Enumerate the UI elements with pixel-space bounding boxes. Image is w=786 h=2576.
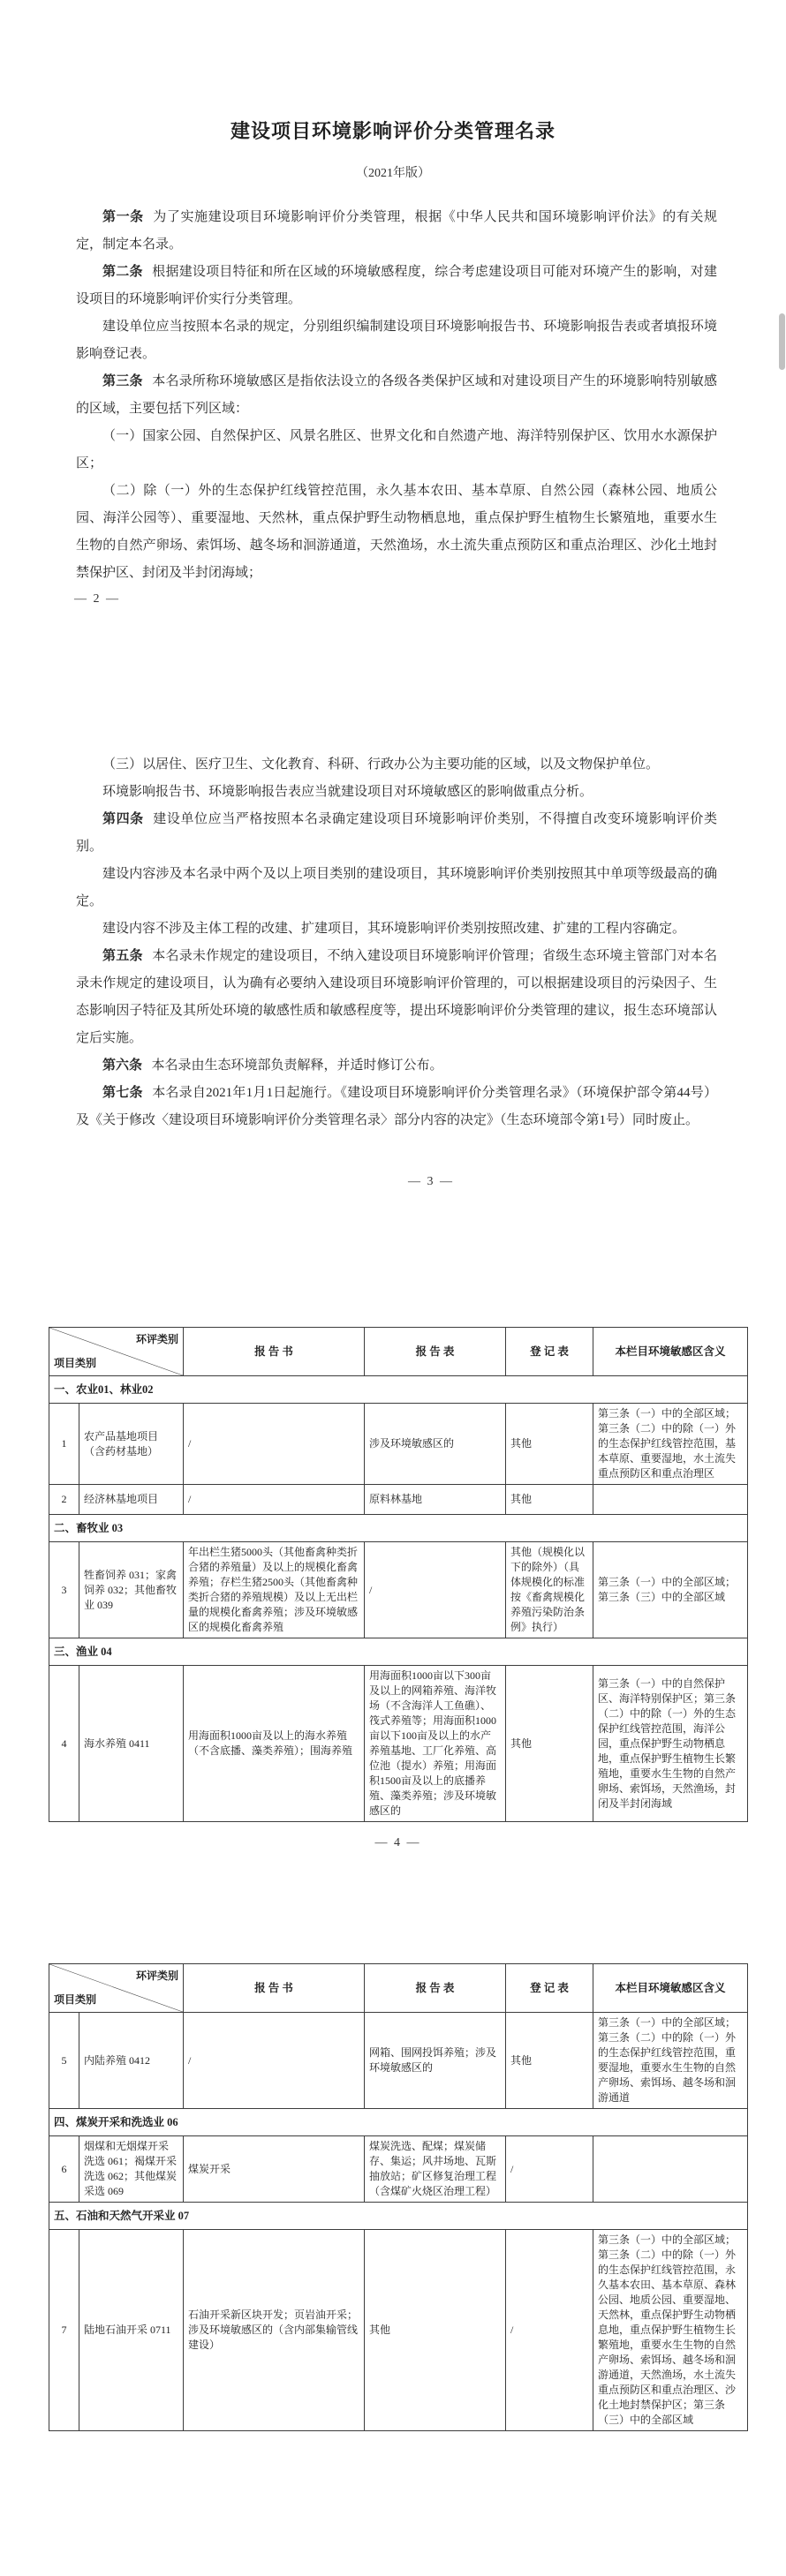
paragraph: 建设单位应当按照本名录的规定，分别组织编制建设项目环境影响报告书、环境影响报告表或者填报环境影响登记表。 bbox=[76, 320, 717, 361]
paragraph: 第三条 本名录所称环境敏感区是指依法设立的各级各类保护区域和对建设项目产生的环境影响特别敏感的区域，主要包括下列区域： bbox=[76, 374, 717, 416]
paragraph: （一）国家公园、自然保护区、风景名胜区、世界文化和自然遗产地、海洋特别保护区、饮用水水源保护区； bbox=[76, 429, 717, 471]
page2-text-block bbox=[0, 204, 786, 587]
table-row bbox=[49, 2013, 748, 2109]
sensitive-area-cell: 第三条（一）中的全部区域；第三条（二）中的除（一）外的生态保护红线管控范围，重要湿地，重要水生生物的自然产卵场、索饵场、越冬场和洄游通道 bbox=[593, 2013, 748, 2109]
row-number-cell: 7 bbox=[49, 2230, 79, 2431]
category-cell: 农产品基地项目（含药材基地） bbox=[79, 1404, 184, 1485]
table-row bbox=[49, 2230, 748, 2431]
corner-header-cell bbox=[49, 1964, 184, 2013]
table-row bbox=[49, 1404, 748, 1485]
paragraph: 第六条 本名录由生态环境部负责解释，并适时修订公布。 bbox=[102, 1058, 443, 1073]
article-number: 第七条 bbox=[102, 1086, 143, 1100]
category-cell: 烟煤和无烟煤开采洗选 061；褐煤开采洗选 062；其他煤炭采选 069 bbox=[79, 2136, 184, 2203]
table-row bbox=[49, 2136, 748, 2203]
scrollbar-thumb[interactable] bbox=[779, 313, 785, 370]
report-form-cell: 用海面积1000亩以下300亩及以上的网箱养殖、海洋牧场（不含海洋人工鱼礁）、筏式养殖等；用海面积1000亩以下100亩及以上的水产养殖基地、工厂化养殖、高位池（提水）养殖；用海面积1500亩及以上的底播养殖、藻类养殖；涉及环境敏感区的 bbox=[365, 1666, 506, 1822]
section-title: 五、石油和天然气开采业 07 bbox=[49, 2203, 748, 2230]
page-number-2: — 2 — bbox=[74, 592, 120, 606]
paragraph: 建设内容涉及本名录中两个及以上项目类别的建设项目，其环境影响评价类别按照其中单项等级最高的确定。 bbox=[76, 867, 717, 908]
report-form-cell: 网箱、围网投饵养殖；涉及环境敏感区的 bbox=[365, 2013, 506, 2109]
section-title: 二、畜牧业 03 bbox=[49, 1515, 748, 1542]
paragraph: 第二条 根据建设项目特征和所在区域的环境敏感程度，综合考虑建设项目可能对环境产生的影响，对建设项目的环境影响评价实行分类管理。 bbox=[76, 265, 717, 306]
header-sensitive-area-meaning: 本栏目环境敏感区含义 bbox=[593, 1328, 748, 1376]
section-row bbox=[49, 2109, 748, 2136]
category-cell: 陆地石油开采 0711 bbox=[79, 2230, 184, 2431]
report-form-cell: 原料林基地 bbox=[365, 1485, 506, 1515]
section-title: 四、煤炭开采和洗选业 06 bbox=[49, 2109, 748, 2136]
category-cell: 牲畜饲养 031；家禽饲养 032；其他畜牧业 039 bbox=[79, 1542, 184, 1638]
header-eia-category: 环评类别 bbox=[135, 1970, 178, 1982]
header-project-category: 项目类别 bbox=[54, 1357, 97, 1369]
article-number: 第四条 bbox=[102, 812, 144, 826]
table-row bbox=[49, 1485, 748, 1515]
registration-form-cell: 其他 bbox=[506, 2013, 593, 2109]
report-form-cell: / bbox=[365, 1542, 506, 1638]
article-number: 第六条 bbox=[102, 1058, 143, 1073]
report-book-cell: 石油开采新区块开发；页岩油开采；涉及环境敏感区的（含内部集输管线建设） bbox=[184, 2230, 365, 2431]
row-number-cell: 4 bbox=[49, 1666, 79, 1822]
registration-form-cell: / bbox=[506, 2230, 593, 2431]
section-title: 一、农业01、林业02 bbox=[49, 1376, 748, 1404]
section-row bbox=[49, 1376, 748, 1404]
table-row bbox=[49, 1542, 748, 1638]
sensitive-area-cell: 第三条（一）中的全部区域；第三条（二）中的除（一）外的生态保护红线管控范围，永久基本农田、基本草原、森林公园、地质公园、重要湿地、天然林，重点保护野生动物栖息地，重点保护野生植物生长繁殖地，重要水生生物的自然产卵场、索饵场、越冬场和洄游通道，天然渔场，水土流失重点预防区和重点治理区、沙化土地封禁保护区；第三条（三）中的全部区域 bbox=[593, 2230, 748, 2431]
paragraph: 第一条 为了实施建设项目环境影响评价分类管理，根据《中华人民共和国环境影响评价法》的有关规定，制定本名录。 bbox=[76, 210, 717, 252]
section-row bbox=[49, 2203, 748, 2230]
sensitive-area-cell bbox=[593, 1485, 748, 1515]
row-number-cell: 3 bbox=[49, 1542, 79, 1638]
table-header-row bbox=[49, 1964, 748, 2013]
sensitive-area-cell: 第三条（一）中的自然保护区、海洋特别保护区；第三条（二）中的除（一）外的生态保护红线管控范围，海洋公园，重点保护野生动物栖息地，重点保护野生植物生长繁殖地，重要水生生物的自然产卵场、索饵场，天然渔场，封闭及半封闭海域 bbox=[593, 1666, 748, 1822]
report-form-cell: 煤炭洗选、配煤；煤炭储存、集运；风井场地、瓦斯抽放站；矿区修复治理工程（含煤矿火烧区治理工程） bbox=[365, 2136, 506, 2203]
registration-form-cell: 其他（规模化以下的除外）（具体规模化的标准按《畜禽规模化养殖污染防治条例》执行） bbox=[506, 1542, 593, 1638]
report-book-cell: / bbox=[184, 1404, 365, 1485]
registration-form-cell: 其他 bbox=[506, 1666, 593, 1822]
sensitive-area-cell: 第三条（一）中的全部区域；第三条（二）中的除（一）外的生态保护红线管控范围，基本草原、重要湿地，水土流失重点预防区和重点治理区 bbox=[593, 1404, 748, 1485]
header-registration-form: 登 记 表 bbox=[506, 1964, 593, 2013]
corner-header-cell bbox=[49, 1328, 184, 1376]
paragraph: 第七条 本名录自2021年1月1日起施行。《建设项目环境影响评价分类管理名录》（环境保护部令第44号）及《关于修改〈建设项目环境影响评价分类管理名录〉部分内容的决定》（生态环境部令第1号）同时废止。 bbox=[76, 1086, 717, 1127]
paragraph: 环境影响报告书、环境影响报告表应当就建设项目对环境敏感区的影响做重点分析。 bbox=[102, 785, 593, 799]
report-book-cell: 煤炭开采 bbox=[184, 2136, 365, 2203]
category-cell: 经济林基地项目 bbox=[79, 1485, 184, 1515]
document-title: 建设项目环境影响评价分类管理名录 bbox=[230, 120, 555, 142]
classification-table-1 bbox=[49, 1327, 748, 1822]
paragraph: （二）除（一）外的生态保护红线管控范围，永久基本农田、基本草原、自然公园（森林公园、地质公园、海洋公园等）、重要湿地、天然林，重点保护野生动物栖息地，重点保护野生植物生长繁殖地，重要水生生物的自然产卵场、索饵场、越冬场和洄游通道，天然渔场，水土流失重点预防区和重点治理区、沙化土地封禁保护区、封闭及半封闭海域； bbox=[76, 484, 717, 580]
header-eia-category: 环评类别 bbox=[135, 1333, 178, 1345]
paragraph: 建设内容不涉及主体工程的改建、扩建项目，其环境影响评价类别按照改建、扩建的工程内容确定。 bbox=[102, 922, 686, 936]
header-report-form: 报 告 表 bbox=[365, 1328, 506, 1376]
registration-form-cell: / bbox=[506, 2136, 593, 2203]
row-number-cell: 5 bbox=[49, 2013, 79, 2109]
report-book-cell: 年出栏生猪5000头（其他畜禽种类折合猪的养殖量）及以上的规模化畜禽养殖；存栏生猪2500头（其他畜禽种类折合猪的养殖规模）及以上无出栏量的规模化畜禽养殖；涉及环境敏感区的规模化畜禽养殖 bbox=[184, 1542, 365, 1638]
header-report-book: 报 告 书 bbox=[184, 1328, 365, 1376]
page-gap bbox=[0, 1189, 786, 1327]
paragraph: 第四条 建设单位应当严格按照本名录确定建设项目环境影响评价类别，不得擅自改变环境影响评价类别。 bbox=[76, 812, 717, 854]
section-row bbox=[49, 1638, 748, 1666]
article-number: 第二条 bbox=[102, 265, 143, 279]
section-title: 三、渔业 04 bbox=[49, 1638, 748, 1666]
paragraph: 第五条 本名录未作规定的建设项目，不纳入建设项目环境影响评价管理；省级生态环境主管部门对本名录未作规定的建设项目，认为确有必要纳入建设项目环境影响评价管理的，可以根据建设项目的污染因子、生态影响因子特征及其所处环境的敏感性质和敏感程度等，提出环境影响评价分类管理的建议，报生态环境部认定后实施。 bbox=[76, 949, 717, 1045]
page-gap bbox=[0, 1850, 786, 1963]
table-row bbox=[49, 1666, 748, 1822]
report-book-cell: / bbox=[184, 2013, 365, 2109]
header-report-form: 报 告 表 bbox=[365, 1964, 506, 2013]
report-book-cell: 用海面积1000亩及以上的海水养殖（不含底播、藻类养殖）；围海养殖 bbox=[184, 1666, 365, 1822]
category-cell: 内陆养殖 0412 bbox=[79, 2013, 184, 2109]
page-number-4: — 4 — bbox=[374, 1836, 421, 1849]
document-subtitle: （2021年版） bbox=[356, 167, 430, 180]
sensitive-area-cell bbox=[593, 2136, 748, 2203]
article-number: 第三条 bbox=[102, 374, 143, 388]
row-number-cell: 6 bbox=[49, 2136, 79, 2203]
classification-table-2 bbox=[49, 1963, 748, 2431]
header-sensitive-area-meaning: 本栏目环境敏感区含义 bbox=[593, 1964, 748, 2013]
header-report-book: 报 告 书 bbox=[184, 1964, 365, 2013]
paragraph: （三）以居住、医疗卫生、文化教育、科研、行政办公为主要功能的区域，以及文物保护单位。 bbox=[102, 757, 660, 772]
report-form-cell: 涉及环境敏感区的 bbox=[365, 1404, 506, 1485]
report-book-cell: / bbox=[184, 1485, 365, 1515]
report-form-cell: 其他 bbox=[365, 2230, 506, 2431]
header-project-category: 项目类别 bbox=[54, 1993, 97, 2006]
page-gap bbox=[0, 606, 786, 751]
registration-form-cell: 其他 bbox=[506, 1485, 593, 1515]
header-registration-form: 登 记 表 bbox=[506, 1328, 593, 1376]
registration-form-cell: 其他 bbox=[506, 1404, 593, 1485]
table-header-row bbox=[49, 1328, 748, 1376]
category-cell: 海水养殖 0411 bbox=[79, 1666, 184, 1822]
row-number-cell: 2 bbox=[49, 1485, 79, 1515]
page-number-3: — 3 — bbox=[408, 1175, 454, 1188]
page3-text-block bbox=[0, 751, 786, 1134]
row-number-cell: 1 bbox=[49, 1404, 79, 1485]
article-number: 第一条 bbox=[102, 210, 144, 224]
section-row bbox=[49, 1515, 748, 1542]
sensitive-area-cell: 第三条（一）中的全部区域；第三条（三）中的全部区域 bbox=[593, 1542, 748, 1638]
article-number: 第五条 bbox=[102, 949, 143, 963]
